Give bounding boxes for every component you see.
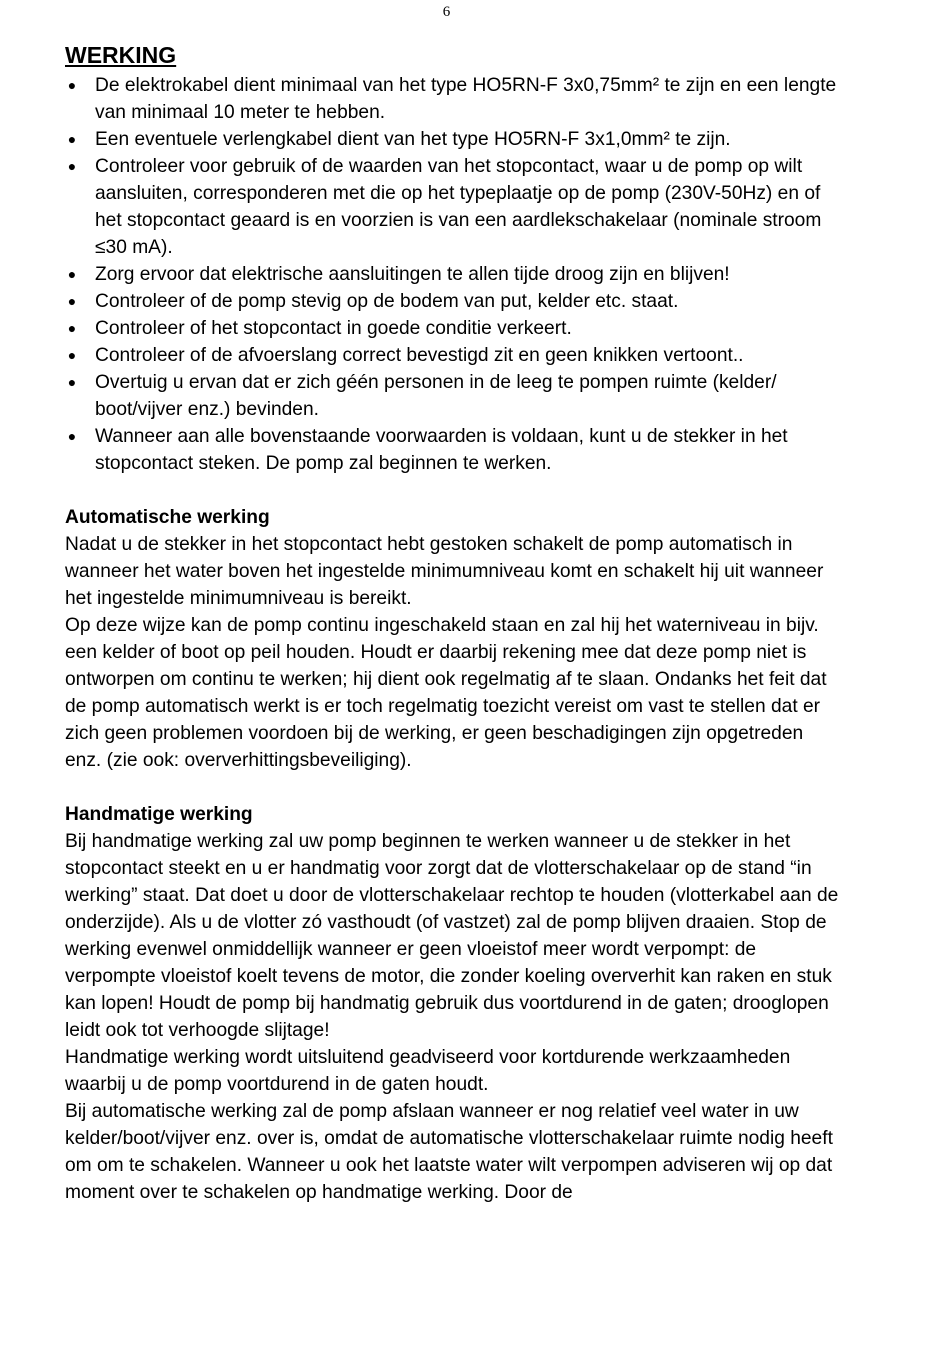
list-item-text: Overtuig u ervan dat er zich géén personen in de leeg te pompen ruimte (kelder/ boot/vijver enz.) bevinden. xyxy=(95,372,777,420)
list-item xyxy=(65,72,840,126)
list-item-text: Controleer of de afvoerslang correct bevestigd zit en geen knikken vertoont.. xyxy=(95,345,744,366)
list-item xyxy=(65,369,840,423)
requirements-list xyxy=(65,72,840,477)
list-item-text: Een eventuele verlengkabel dient van het type HO5RN-F 3x1,0mm² te zijn. xyxy=(95,129,731,150)
bullet-icon: ● xyxy=(67,374,77,390)
section-title: WERKING xyxy=(65,42,177,68)
list-item-text: De elektrokabel dient minimaal van het type HO5RN-F 3x0,75mm² te zijn en een lengte van minimaal 10 meter te hebben. xyxy=(95,75,837,123)
bullet-icon: ● xyxy=(67,77,77,93)
list-item-text: Wanneer aan alle bovenstaande voorwaarden is voldaan, kunt u de stekker in het stopcontact steken. De pomp zal beginnen te werken. xyxy=(95,426,788,474)
bullet-icon: ● xyxy=(67,320,77,336)
list-item xyxy=(65,261,840,288)
bullet-icon: ● xyxy=(67,347,77,363)
bullet-icon: ● xyxy=(67,266,77,282)
page-number: 6 xyxy=(442,4,451,20)
automatic-paragraph: Op deze wijze kan de pomp continu ingeschakeld staan en zal hij het waterniveau in bijv. een kelder of boot op peil houden. Houdt er daarbij rekening mee dat deze pomp niet is ontworpen om continu te werken; hij dient ook regelmatig af te slaan. Ondanks het feit dat de pomp automatisch werkt is er toch regelmatig toezicht vereist om vast te stellen dat er zich geen problemen voordoen bij de werking, er geen beschadigingen zijn opgetreden enz. (zie ook: oververhittingsbeveiliging). xyxy=(65,615,827,771)
list-item xyxy=(65,153,840,261)
manual-paragraph: Bij automatische werking zal de pomp afslaan wanneer er nog relatief veel water in uw kelder/boot/vijver enz. over is, omdat de automatische vlotterschakelaar ruimte nodig heeft om om te schakelen. Wanneer u ook het laatste water wilt verpompen adviseren wij op dat moment over te schakelen op handmatige werking. Door de xyxy=(65,1101,833,1203)
bullet-icon: ● xyxy=(67,293,77,309)
document-body xyxy=(65,40,840,1206)
bullet-icon: ● xyxy=(67,428,77,444)
list-item-text: Controleer voor gebruik of de waarden van het stopcontact, waar u de pomp op wilt aansluiten, corresponderen met die op het typeplaatje op de pomp (230V-50Hz) en of het stopcontact geaard is en voorzien is van een aardlekschakelaar (nominale stroom ≤30 mA). xyxy=(95,156,822,258)
automatic-operation-heading: Automatische werking xyxy=(65,507,270,528)
bullet-icon: ● xyxy=(67,158,77,174)
list-item-text: Controleer of het stopcontact in goede conditie verkeert. xyxy=(95,318,572,339)
bullet-icon: ● xyxy=(67,131,77,147)
list-item-text: Controleer of de pomp stevig op de bodem van put, kelder etc. staat. xyxy=(95,291,679,312)
list-item xyxy=(65,315,840,342)
manual-paragraph: Handmatige werking wordt uitsluitend geadviseerd voor kortdurende werkzaamheden waarbij u de pomp voortdurend in de gaten houdt. xyxy=(65,1047,791,1095)
list-item xyxy=(65,423,840,477)
list-item-text: Zorg ervoor dat elektrische aansluitingen te allen tijde droog zijn en blijven! xyxy=(95,264,730,285)
list-item xyxy=(65,342,840,369)
automatic-paragraph: Nadat u de stekker in het stopcontact hebt gestoken schakelt de pomp automatisch in wanneer het water boven het ingestelde minimumniveau komt en schakelt hij uit wanneer het ingestelde minimumniveau is bereikt. xyxy=(65,534,824,609)
list-item xyxy=(65,126,840,153)
manual-paragraph: Bij handmatige werking zal uw pomp beginnen te werken wanneer u de stekker in het stopcontact steekt en u er handmatig voor zorgt dat de vlotterschakelaar op de stand “in werking” staat. Dat doet u door de vlotterschakelaar rechtop te houden (vlotterkabel aan de onderzijde). Als u de vlotter zó vasthoudt (of vastzet) zal de pomp blijven draaien. Stop de werking evenwel onmiddellijk wanneer er geen vloeistof meer wordt verpompt: de verpompte vloeistof koelt tevens de motor, die zonder koeling oververhit kan raken en stuk kan lopen! Houdt de pomp bij handmatig gebruik dus voortdurend in de gaten; drooglopen leidt ook tot verhoogde slijtage! xyxy=(65,831,839,1041)
manual-operation-heading: Handmatige werking xyxy=(65,804,253,825)
list-item xyxy=(65,288,840,315)
